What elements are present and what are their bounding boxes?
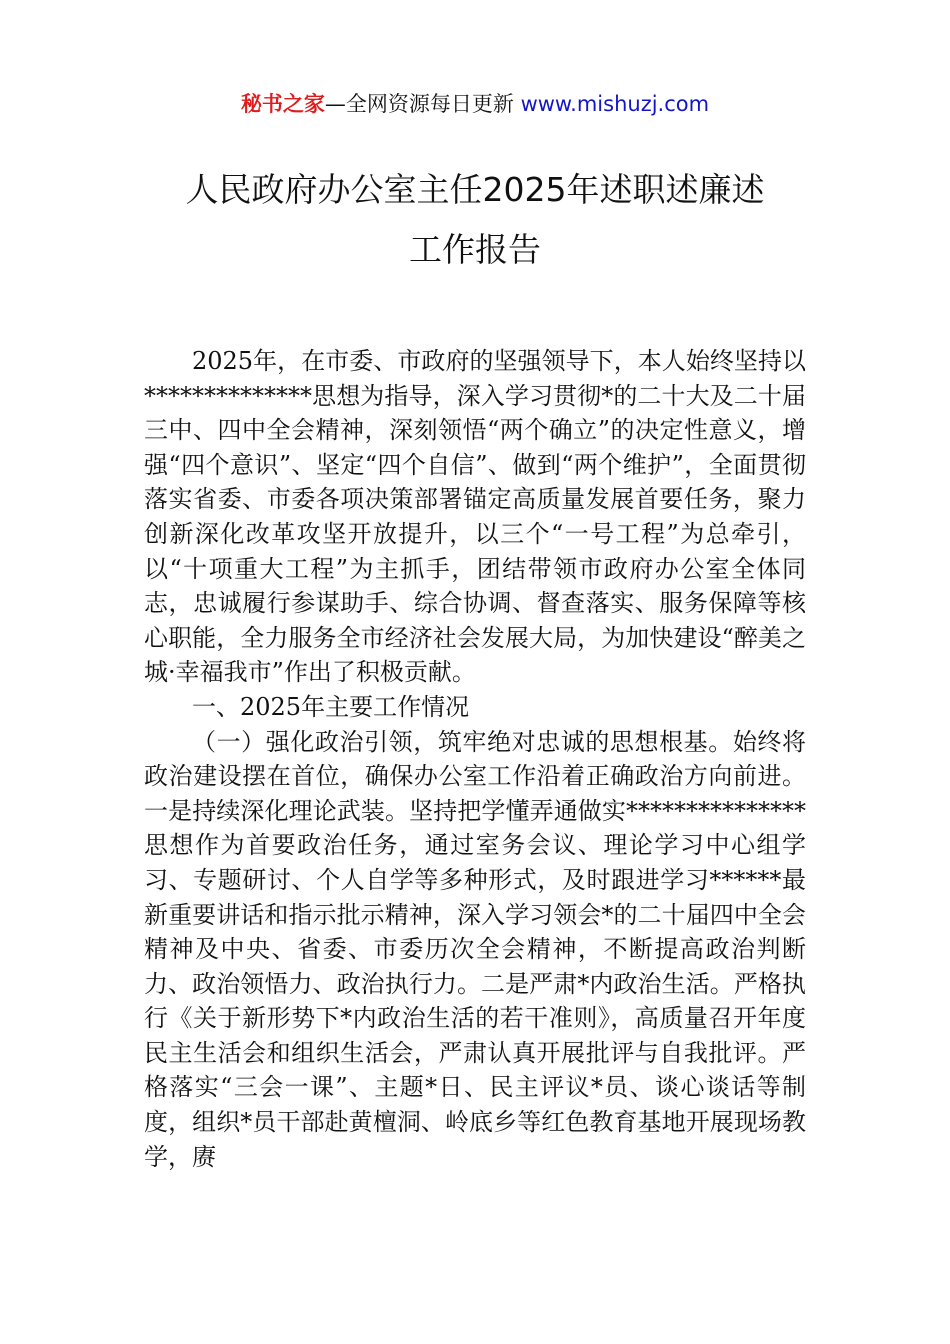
site-url-link[interactable]: www.mishuzj.com (520, 92, 710, 116)
title-line-2: 工作报告 (409, 230, 541, 269)
site-tagline: —全网资源每日更新 (324, 92, 514, 116)
body-paragraph: （一）强化政治引领，筑牢绝对忠诚的思想根基。始终将政治建设摆在首位，确保办公室工作沿着正确政治方向前进。一是持续深化理论武装。坚持把学懂弄通做实***************思想作为首要政治任务，通过室务会议、理论学习中心组学习、专题研讨、个人自学等多种形式，及时跟进学习******最新重要讲话和指示批示精神，深入学习领会*的二十届四中全会精神及中央、省委、市委历次全会精神，不断提高政治判断力、政治领悟力、政治执行力。二是严肃*内政治生活。严格执行《关于新形势下*内政治生活的若干准则》，高质量召开年度民主生活会和组织生活会，严肃认真开展批评与自我批评。严格落实“三会一课”、主题*日、民主评议*员、谈心谈话等制度，组织*员干部赴黄檀洞、岭底乡等红色教育基地开展现场教学，赓 (144, 727, 806, 1171)
document-body (144, 344, 806, 1174)
site-header (0, 86, 950, 122)
section-heading: 一、2025年主要工作情况 (192, 692, 470, 721)
document-title (120, 160, 830, 280)
title-line-1: 人民政府办公室主任2025年述职述廉述 (185, 170, 765, 209)
intro-paragraph: 2025年，在市委、市政府的坚强领导下，本人始终坚持以**************思想为指导，深入学习贯彻*的二十大及二十届三中、四中全会精神，深刻领悟“两个确立”的决定性意义，增强“四个意识”、坚定“四个自信”、做到“两个维护”，全面贯彻落实省委、市委各项决策部署锚定高质量发展首要任务，聚力创新深化改革攻坚开放提升，以三个“一号工程”为总牵引，以“十项重大工程”为主抓手，团结带领市政府办公室全体同志，忠诚履行参谋助手、综合协调、督查落实、服务保障等核心职能，全力服务全市经济社会发展大局，为加快建设“醉美之城·幸福我市”作出了积极贡献。 (144, 347, 806, 687)
site-brand: 秘书之家 (240, 92, 325, 116)
